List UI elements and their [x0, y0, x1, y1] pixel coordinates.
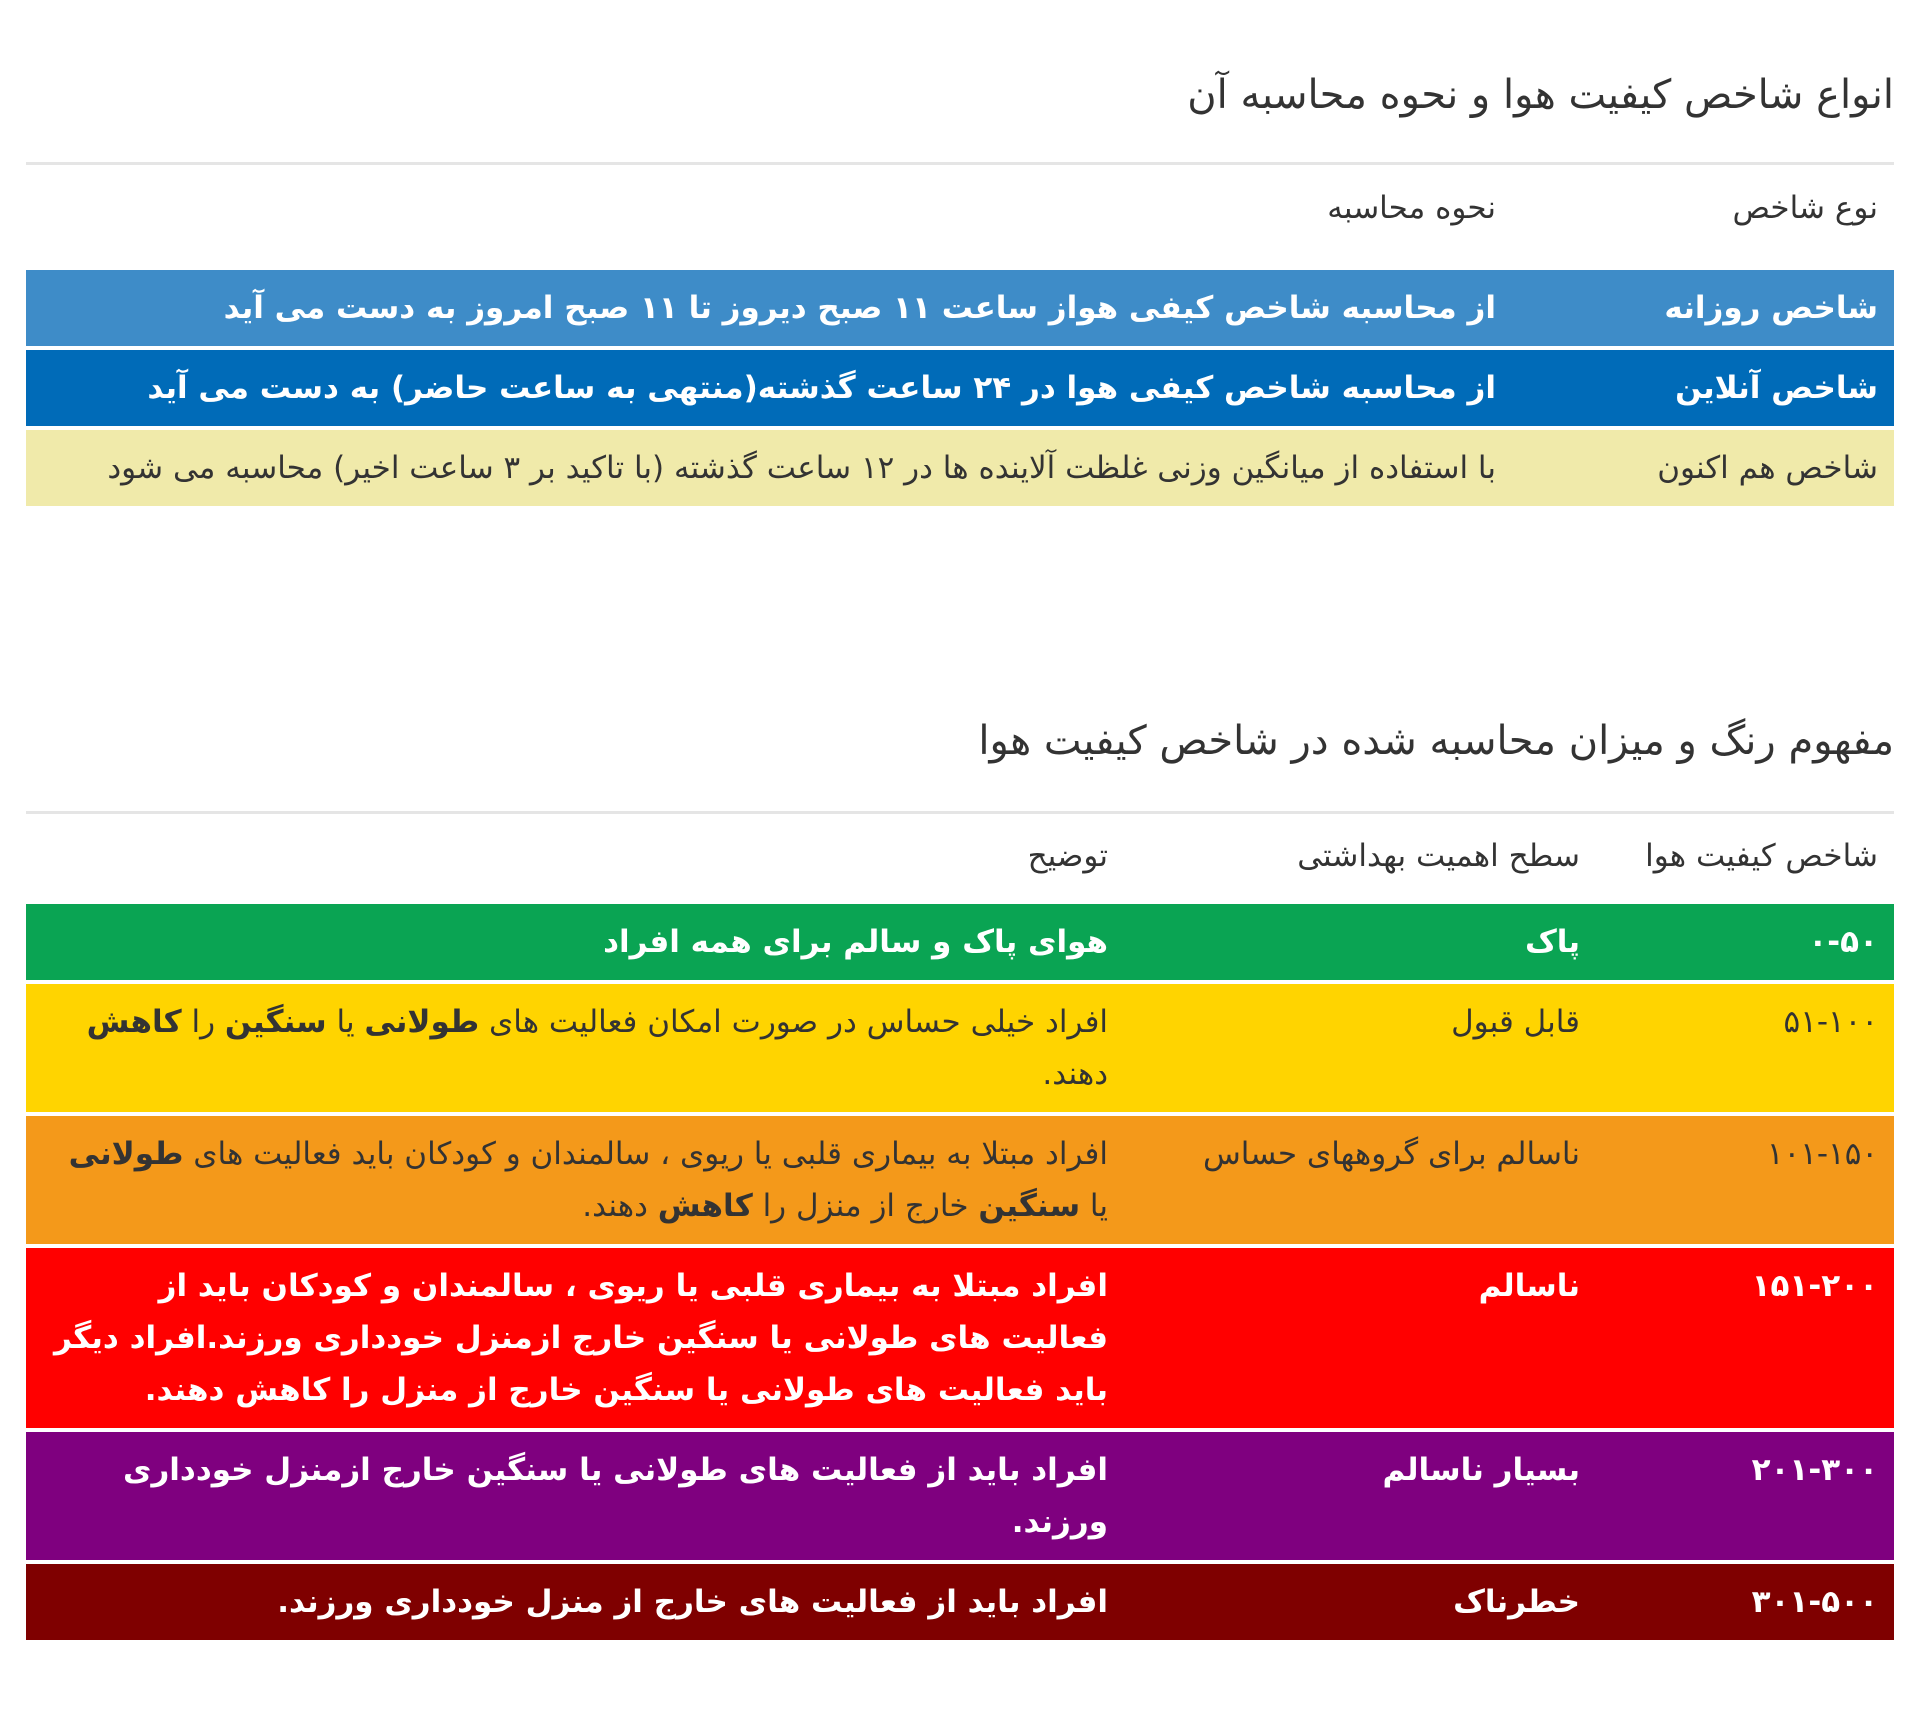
description-text: دهند.: [582, 1188, 658, 1224]
table-row: [26, 1244, 1894, 1428]
description-emphasis: سنگین: [656, 1320, 759, 1356]
section-title-color-meaning: مفهوم رنگ و میزان محاسبه شده در شاخص کیفیت هوا: [978, 718, 1894, 764]
table-row: [26, 900, 1894, 980]
description-text: ورزند.: [277, 1584, 385, 1620]
description-emphasis: کاهش: [235, 1372, 331, 1408]
cell-type: شاخص آنلاین: [1512, 346, 1894, 426]
cell-health-level: ناسالم برای گروههای حساس: [1124, 1112, 1596, 1244]
cell-aqi-range: ۲۰۱-۳۰۰: [1596, 1428, 1894, 1560]
description-emphasis: طولانی: [68, 1136, 184, 1172]
description-text: خارج ازمنزل خودداری ورزند.افراد دیگر باید فعالیت های: [53, 1320, 1108, 1408]
description-text: خارج از منزل را: [752, 1188, 979, 1224]
table-header-row: [26, 168, 1894, 266]
description-text: دهند.: [144, 1372, 236, 1408]
header-aqi: شاخص کیفیت هوا: [1596, 818, 1894, 900]
cell-aqi-range: ۱۵۱-۲۰۰: [1596, 1244, 1894, 1428]
description-text: یا: [695, 1372, 740, 1408]
description-emphasis: طولانی: [364, 1004, 480, 1040]
description-text: خارج از منزل را: [330, 1372, 594, 1408]
description-text: افراد خیلی حساس در صورت امکان فعالیت های: [479, 1004, 1108, 1040]
table-row: [26, 1112, 1894, 1244]
description-emphasis: سنگین: [466, 1452, 569, 1488]
cell-description: [26, 1244, 1124, 1428]
description-text: افراد باید از فعالیت های: [727, 1452, 1108, 1488]
description-emphasis: سنگین: [978, 1188, 1081, 1224]
cell-type: شاخص روزانه: [1512, 266, 1894, 346]
description-text: افراد باید از فعالیت های خارج از منزل: [514, 1584, 1108, 1620]
description-text: یا: [568, 1452, 614, 1488]
description-emphasis: طولانی: [739, 1372, 855, 1408]
cell-health-level: ناسالم: [1124, 1244, 1596, 1428]
description-text: یا: [758, 1320, 804, 1356]
section-divider: [26, 811, 1894, 814]
table-row: [26, 1560, 1894, 1640]
cell-description: [26, 1560, 1124, 1640]
description-emphasis: سنگین: [224, 1004, 327, 1040]
cell-description: [26, 1112, 1124, 1244]
description-emphasis: کاهش: [657, 1188, 753, 1224]
description-text: افراد مبتلا به بیماری قلبی یا ریوی ، سالمندان و کودکان باید فعالیت های: [183, 1136, 1108, 1172]
description-text: خارج ازمنزل خودداری ورزند.: [123, 1452, 1108, 1540]
description-text: دهند.: [1042, 1056, 1108, 1092]
description-emphasis: کاهش: [86, 1004, 182, 1040]
cell-health-level: قابل قبول: [1124, 980, 1596, 1112]
cell-calc: با استفاده از میانگین وزنی غلظت آلاینده ها در ۱۲ ساعت گذشته (با تاکید بر ۳ ساعت اخیر) محاسبه می شود: [26, 426, 1512, 506]
table-row: [26, 426, 1894, 506]
header-level: سطح اهمیت بهداشتی: [1124, 818, 1596, 900]
cell-health-level: پاک: [1124, 900, 1596, 980]
header-desc: توضیح: [26, 818, 1124, 900]
cell-aqi-range: ۱۰۱-۱۵۰: [1596, 1112, 1894, 1244]
header-calc: نحوه محاسبه: [26, 168, 1512, 266]
cell-calc: از محاسبه شاخص کیفی هواز ساعت ۱۱ صبح دیروز تا ۱۱ صبح امروز به دست می آید: [26, 266, 1512, 346]
cell-description: [26, 1428, 1124, 1560]
table-row: [26, 266, 1894, 346]
description-text: یا: [1080, 1188, 1108, 1224]
cell-health-level: خطرناک: [1124, 1560, 1596, 1640]
table-header-row: [26, 818, 1894, 900]
description-emphasis: طولانی: [803, 1320, 919, 1356]
cell-description: [26, 900, 1124, 980]
cell-type: شاخص هم اکنون: [1512, 426, 1894, 506]
cell-aqi-range: ۳۰۱-۵۰۰: [1596, 1560, 1894, 1640]
aqi-types-table: [26, 168, 1894, 506]
section-divider: [26, 162, 1894, 165]
description-text: یا: [326, 1004, 365, 1040]
aqi-levels-table: [26, 818, 1894, 1640]
description-emphasis: سنگین: [593, 1372, 696, 1408]
table-row: [26, 346, 1894, 426]
cell-aqi-range: ۰-۵۰: [1596, 900, 1894, 980]
cell-aqi-range: ۵۱-۱۰۰: [1596, 980, 1894, 1112]
cell-calc: از محاسبه شاخص کیفی هوا در ۲۴ ساعت گذشته(منتهی به ساعت حاضر) به دست می آید: [26, 346, 1512, 426]
description-text: هوای پاک و سالم برای همه افراد: [603, 924, 1108, 960]
description-text: را: [181, 1004, 225, 1040]
description-text: افراد مبتلا به بیماری قلبی یا ریوی ، سالمندان و کودکان باید از فعالیت های: [158, 1268, 1108, 1356]
table-row: [26, 980, 1894, 1112]
cell-description: [26, 980, 1124, 1112]
description-emphasis: طولانی: [613, 1452, 728, 1488]
header-type: نوع شاخص: [1512, 168, 1894, 266]
section-title-aqi-types: انواع شاخص کیفیت هوا و نحوه محاسبه آن: [1187, 72, 1894, 118]
cell-health-level: بسیار ناسالم: [1124, 1428, 1596, 1560]
table-row: [26, 1428, 1894, 1560]
description-emphasis: خودداری: [384, 1584, 515, 1620]
